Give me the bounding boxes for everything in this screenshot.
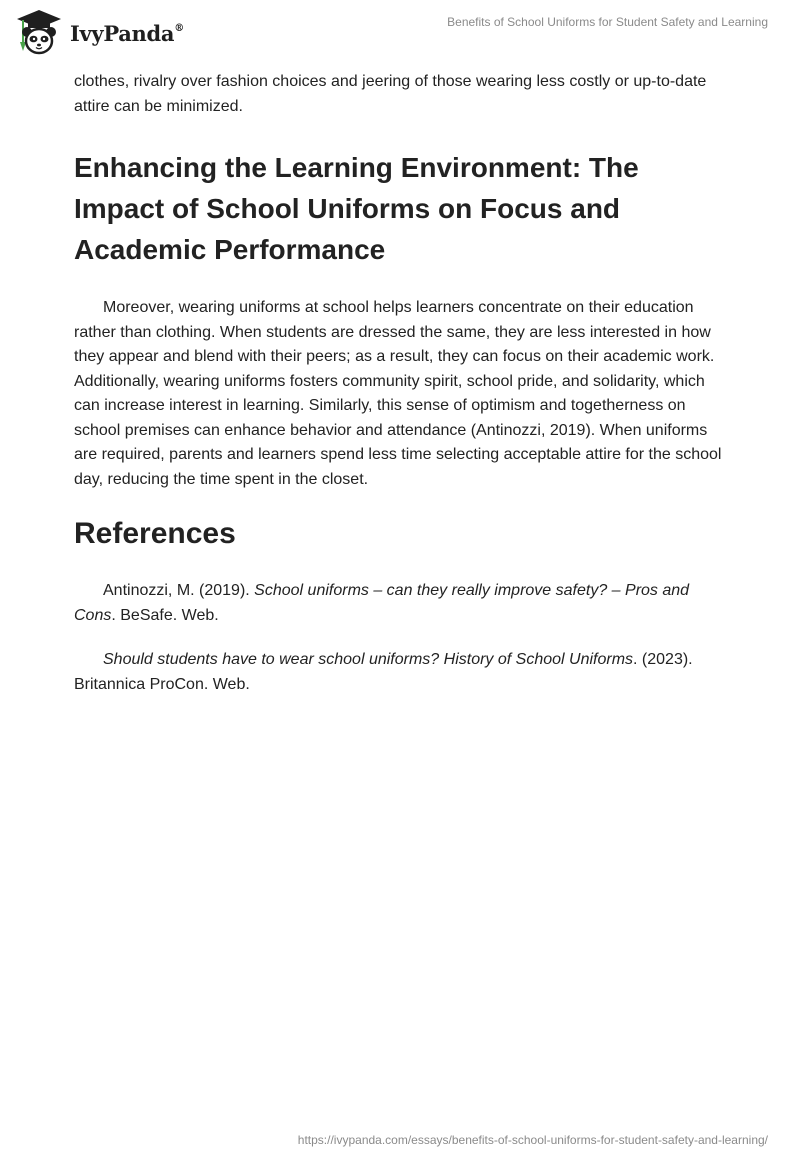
references-heading: References <box>74 517 236 550</box>
essay-content <box>74 70 730 697</box>
section-paragraph: Moreover, wearing uniforms at school helps learners concentrate on their education rather than clothing. When students are dressed the same, they are less interested in how they appear and blend with their peers; as a result, they can focus on their academic work. Additionally, wearing uniforms fosters community spirit, school pride, and solidarity, which can increase interest in learning. Similarly, this sense of optimism and togetherness on school premises can enhance behavior and attendance (Antinozzi, 2019). When uniforms are required, parents and learners spend less time selecting acceptable attire for the school day, reducing the time spent in the closet. <box>74 299 722 488</box>
lead-paragraph: clothes, rivalry over fashion choices and jeering of those wearing less costly or up-to-date attire can be minimized. <box>74 73 707 115</box>
page-header <box>0 0 800 70</box>
reference-item: Should students have to wear school uniforms? History of School Uniforms. (2023). Britannica ProCon. Web. <box>74 651 693 693</box>
ivypanda-logo[interactable] <box>14 8 184 58</box>
brand-name: IvyPanda® <box>70 20 184 46</box>
panda-graduate-icon <box>14 8 64 58</box>
section-heading: Enhancing the Learning Environment: The Impact of School Uniforms on Focus and Academic Performance <box>74 152 639 265</box>
footer-url[interactable]: https://ivypanda.com/essays/benefits-of-school-uniforms-for-student-safety-and-learning/ <box>297 1133 768 1147</box>
running-title: Benefits of School Uniforms for Student Safety and Learning <box>447 15 768 29</box>
reference-item: Antinozzi, M. (2019). School uniforms – can they really improve safety? – Pros and Cons. BeSafe. Web. <box>74 582 690 624</box>
